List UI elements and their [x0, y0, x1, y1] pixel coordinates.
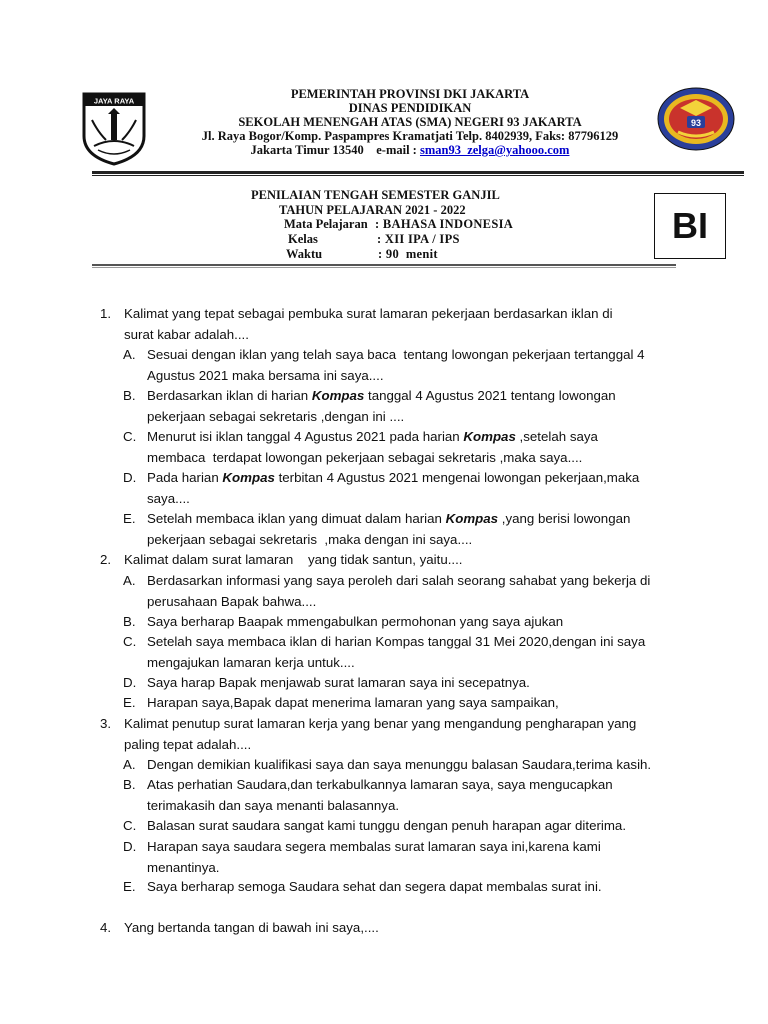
exam-divider: [92, 264, 676, 266]
letterhead-contact: [160, 143, 660, 158]
option-text: Pada harian: [147, 470, 223, 485]
subject-value: : BAHASA INDONESIA: [375, 217, 514, 231]
option-letter: A.: [123, 573, 136, 588]
exam-title: PENILAIAN TENGAH SEMESTER GANJIL: [251, 188, 500, 202]
option-letter: E.: [123, 511, 136, 526]
option-text: Atas perhatian Saudara,dan terkabulkannya lamaran saya, saya mengucapkan: [147, 777, 613, 792]
option-letter: C.: [123, 429, 137, 444]
option-text: Menurut isi iklan tanggal 4 Agustus 2021 pada harian: [147, 429, 464, 444]
option-letter: B.: [123, 614, 136, 629]
option-text: Agustus 2021 maka bersama ini saya....: [147, 367, 384, 383]
letterhead-divider: [92, 171, 744, 174]
option-text: ,setelah saya: [515, 429, 598, 444]
time-value: : 90 menit: [378, 247, 438, 261]
option-text: membaca terdapat lowongan pekerjaan sebagai sekretaris ,maka saya....: [147, 449, 583, 465]
option-letter: B.: [123, 777, 136, 792]
option-text: pekerjaan sebagai sekretaris ,maka dengan ini saya....: [147, 531, 473, 547]
option-text: Berdasarkan iklan di harian: [147, 388, 312, 403]
letterhead-divider-thin: [92, 175, 744, 176]
option-text: Setelah saya membaca iklan di harian Kompas tanggal 31 Mei 2020,dengan ini saya: [147, 634, 646, 649]
letterhead-address: Jl. Raya Bogor/Komp. Paspampres Kramatjati Telp. 8402939, Faks: 87796129: [201, 129, 619, 143]
question-number: 4.: [100, 920, 112, 935]
option-text: Berdasarkan informasi yang saya peroleh dari salah seorang sahabat yang bekerja di: [147, 573, 651, 588]
class-label: Kelas: [288, 232, 318, 246]
option-letter: A.: [123, 757, 136, 772]
option-text: mengajukan lamaran kerja untuk....: [147, 654, 355, 670]
option-text: terimakasih dan saya menanti balasannya.: [147, 797, 400, 813]
newspaper-name: Kompas: [311, 388, 365, 403]
option-letter: C.: [123, 818, 137, 833]
contact-city: Jakarta Timur 13540 e-mail :: [250, 143, 420, 157]
option-text: Saya berharap Baapak mmengabulkan permohonan yang saya ajukan: [147, 614, 564, 629]
option-text: perusahaan Bapak bahwa....: [147, 593, 317, 609]
option-text: saya....: [147, 490, 190, 506]
subject-label: Mata Pelajaran: [284, 217, 368, 231]
question-text: Yang bertanda tangan di bawah ini saya,....: [124, 920, 379, 935]
emblem-text: JAYA RAYA: [93, 96, 135, 106]
question-number: 1.: [100, 306, 112, 321]
option-text: Balasan surat saudara sangat kami tunggu dengan penuh harapan agar diterima.: [147, 818, 627, 833]
badge-number: 93: [690, 118, 702, 128]
option-text: menantinya.: [147, 859, 220, 875]
option-letter: A.: [123, 347, 136, 362]
option-text: Harapan saya saudara segera membalas surat lamaran saya ini,karena kami: [147, 839, 601, 854]
option-text: pekerjaan sebagai sekretaris ,dengan ini ....: [147, 408, 405, 424]
exam-divider-thin: [92, 267, 676, 268]
option-letter: D.: [123, 470, 137, 485]
question-text: paling tepat adalah....: [124, 736, 252, 752]
subject-badge: BI: [654, 193, 726, 259]
option-text: Harapan saya,Bapak dapat menerima lamaran yang saya sampaikan,: [147, 695, 559, 710]
class-value: : XII IPA / IPS: [377, 232, 460, 246]
option-text: Sesuai dengan iklan yang telah saya baca tentang lowongan pekerjaan tertanggal 4: [147, 347, 645, 362]
question-text: Kalimat penutup surat lamaran kerja yang benar yang mengandung pengharapan yang: [124, 716, 637, 731]
option-letter: E.: [123, 695, 136, 710]
question-text: Kalimat dalam surat lamaran yang tidak santun, yaitu....: [124, 552, 463, 567]
option-letter: C.: [123, 634, 137, 649]
school-badge-icon: [656, 86, 736, 152]
question-text: Kalimat yang tepat sebagai pembuka surat lamaran pekerjaan berdasarkan iklan di: [124, 306, 613, 321]
option-letter: D.: [123, 839, 137, 854]
newspaper-name: Kompas: [445, 511, 499, 526]
letterhead-department: DINAS PENDIDIKAN: [348, 101, 472, 115]
letterhead-school-name: SEKOLAH MENENGAH ATAS (SMA) NEGERI 93 JAKARTA: [238, 115, 582, 129]
question-number: 2.: [100, 552, 112, 567]
jaya-raya-emblem: [80, 90, 148, 166]
email-link[interactable]: sman93_zelga@yahooo.com: [419, 143, 570, 157]
option-text: tanggal 4 Agustus 2021 tentang lowongan: [364, 388, 616, 403]
newspaper-name: Kompas: [463, 429, 516, 444]
option-text: Saya berharap semoga Saudara sehat dan segera dapat membalas surat ini.: [147, 879, 602, 894]
option-text: terbitan 4 Agustus 2021 mengenai lowongan pekerjaan,maka: [274, 470, 640, 485]
option-letter: B.: [123, 388, 136, 403]
option-text: Setelah membaca iklan yang dimuat dalam harian: [147, 511, 446, 526]
option-letter: D.: [123, 675, 137, 690]
option-text: Saya harap Bapak menjawab surat lamaran saya ini secepatnya.: [147, 675, 530, 690]
exam-year: TAHUN PELAJARAN 2021 - 2022: [279, 203, 466, 217]
question-text: surat kabar adalah....: [124, 326, 249, 342]
letterhead-government: PEMERINTAH PROVINSI DKI JAKARTA: [290, 87, 530, 101]
option-letter: E.: [123, 879, 136, 894]
option-text: ,yang berisi lowongan: [498, 511, 631, 526]
newspaper-name: Kompas: [222, 470, 275, 485]
question-number: 3.: [100, 716, 112, 731]
time-label: Waktu: [286, 247, 323, 261]
option-text: Dengan demikian kualifikasi saya dan saya menunggu balasan Saudara,terima kasih.: [147, 757, 652, 772]
